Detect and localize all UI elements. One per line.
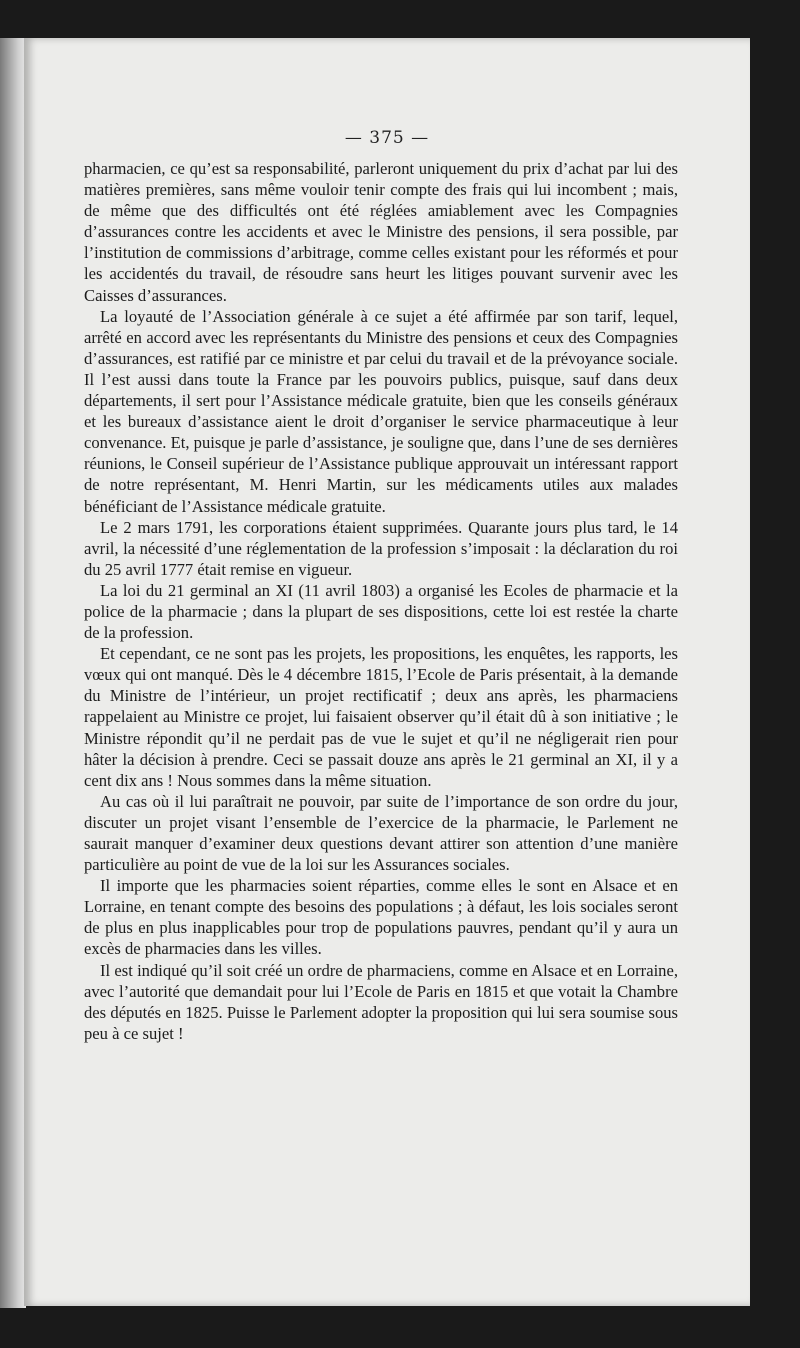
paragraph: La loyauté de l’Association générale à ce sujet a été affirmée par son tarif, lequel, arrêté en accord avec les représentants du Ministre des pensions et ceux des Compagnies d’assurances, est ratifié par ce ministre et par celui du travail et de la prévoyance sociale. Il l’est aussi dans toute la France par les pouvoirs publics, puisque, sauf dans deux départements, il sert pour l’Assistance médicale gratuite, bien que les conseils généraux et les bureaux d’assistance aient le droit d’organiser le service pharmaceutique à leur convenance. Et, puisque je parle d’assistance, je souligne que, dans l’une de ses dernières réunions, le Conseil supérieur de l’Assistance publique approuvait un intéressant rapport de notre représentant, M. Henri Martin, sur les médicaments utiles aux malades bénéficiant de l’Assistance médicale gratuite. [84, 306, 678, 516]
body-text [84, 158, 678, 1044]
paragraph: Et cependant, ce ne sont pas les projets, les propositions, les enquêtes, les rapports, les vœux qui ont manqué. Dès le 4 décembre 1815, l’Ecole de Paris présentait, à la demande du Ministre de l’intérieur, un projet rectificatif ; deux ans après, les pharmaciens rappelaient au Ministre ce projet, lui faisaient observer qu’il était dû à son initiative ; le Ministre répondit qu’il ne perdait pas de vue le sujet et qu’il ne négligerait rien pour hâter la décision à prendre. Ceci se passait douze ans après le 21 germinal an XI, il y a cent dix ans ! Nous sommes dans la même situation. [84, 644, 678, 790]
book-page [24, 38, 750, 1306]
paragraph: Au cas où il lui paraîtrait ne pouvoir, par suite de l’importance de son ordre du jour, discuter un projet visant l’ensemble de l’exercice de la pharmacie, le Parlement ne saurait manquer d’examiner deux questions devant attirer son attention d’une manière particulière au point de vue de la loi sur les Assurances sociales. [84, 791, 678, 875]
paragraph: Il importe que les pharmacies soient réparties, comme elles le sont en Alsace et en Lorraine, en tenant compte des besoins des populations ; à défaut, les lois sociales seront de plus en plus inapplicables pour trop de populations pauvres, pendant qu’il y aura un excès de pharmacies dans les villes. [84, 876, 678, 959]
page-number: — 375 — [344, 128, 430, 148]
paragraph: Il est indiqué qu’il soit créé un ordre de pharmaciens, comme en Alsace et en Lorraine, avec l’autorité que demandait pour lui l’Ecole de Paris en 1815 et que votait la Chambre des députés en 1825. Puisse le Parlement adopter la proposition qui lui sera soumise sous peu à ce sujet ! [84, 960, 678, 1043]
paragraph: La loi du 21 germinal an XI (11 avril 1803) a organisé les Ecoles de pharmacie et la police de la pharmacie ; dans la plupart de ses dispositions, cette loi est restée la charte de la profession. [84, 580, 678, 643]
paragraph: Le 2 mars 1791, les corporations étaient supprimées. Quarante jours plus tard, le 14 avril, la nécessité d’une réglementation de la profession s’imposait : la déclaration du roi du 25 avril 1777 était remise en vigueur. [84, 517, 678, 579]
page-edge [0, 38, 26, 1308]
paragraph: pharmacien, ce qu’est sa responsabilité, parleront uniquement du prix d’achat par lui des matières premières, sans même vouloir tenir compte des frais qui lui incombent ; mais, de même que des difficultés ont été réglées amiablement avec les Compagnies d’assurances contre les accidents et avec le Ministre des pensions, il sera possible, par l’institution de commissions d’arbitrage, comme celles existant pour les réformés et pour les accidentés du travail, de résoudre sans heurt les litiges pouvant survenir avec les Caisses d’assurances. [84, 159, 678, 305]
